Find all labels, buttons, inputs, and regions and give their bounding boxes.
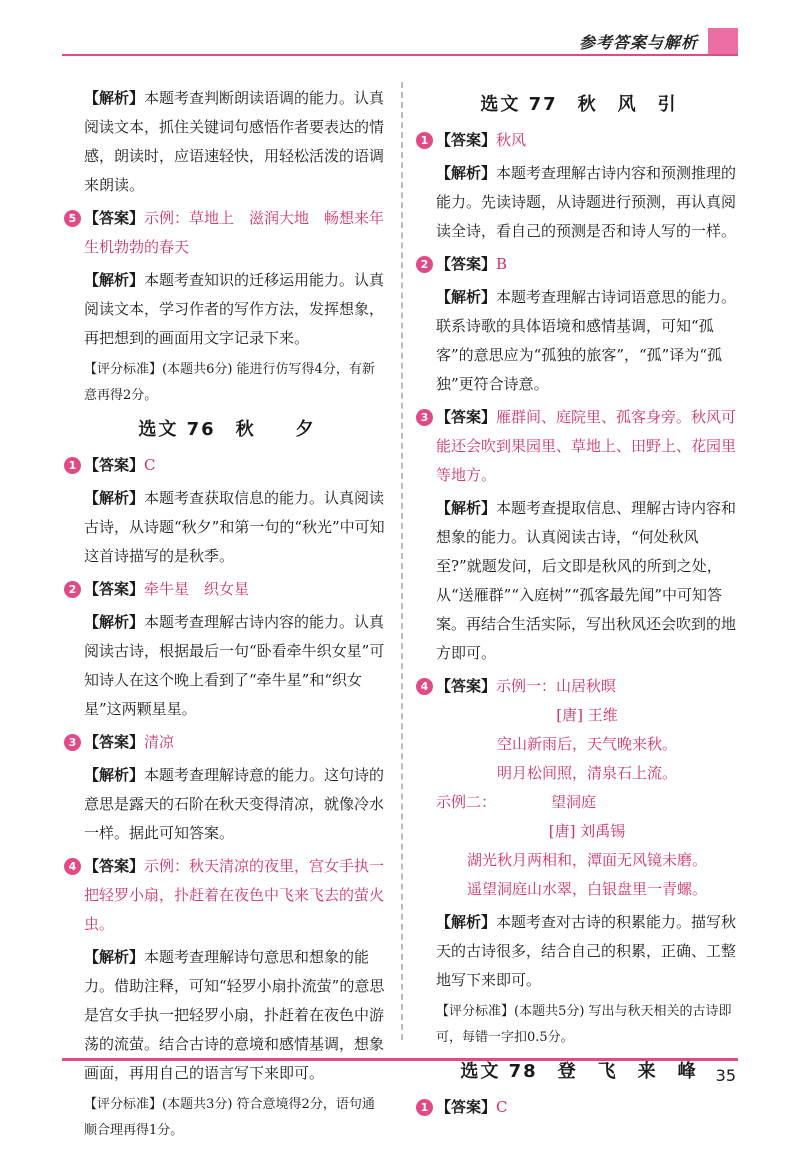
analysis-tag: 【解析】 (436, 164, 497, 182)
answer-text: B (496, 255, 508, 273)
analysis-text: 本题考查理解古诗内容和预测推理的能力。先读诗题，从诗题进行预测，再认真阅读全诗，看自己的预测是否和诗人写的一样。 (436, 164, 737, 240)
right-column (420, 84, 738, 1126)
answer-text: C (144, 456, 156, 474)
header-rule (62, 54, 738, 56)
example-1-line-1: 空山新雨后，天气晚来秋。 (496, 735, 677, 753)
s77-question-1 (420, 126, 738, 246)
question-number-badge: 3 (64, 734, 81, 751)
top-analysis (68, 84, 386, 200)
answer-text: C (496, 1098, 508, 1116)
scoring-standard: 【评分标准】(本题共3分) 符合意境得2分，语句通顺合理再得1分。 (84, 1097, 375, 1138)
answer-tag: 【答案】 (436, 408, 497, 426)
analysis-tag: 【解析】 (84, 766, 145, 784)
answer-tag: 【答案】 (436, 255, 497, 273)
page-number: 35 (715, 1066, 736, 1085)
question-number-badge: 2 (64, 581, 81, 598)
analysis-tag: 【解析】 (436, 913, 497, 931)
example-2-author: [唐] 刘禹锡 (548, 822, 626, 840)
answer-text: 秋风 (496, 131, 527, 149)
header-title: 参考答案与解析 (578, 33, 698, 52)
example-1-title: 山居秋暝 (556, 677, 617, 695)
s77-question-3 (420, 403, 738, 668)
analysis-tag: 【解析】 (84, 613, 145, 631)
answer-text: 示例：秋天清凉的夜里，宫女手执一把轻罗小扇，扑赶着在夜色中飞来飞去的萤火虫。 (84, 857, 385, 933)
analysis-text: 本题考查对古诗的积累能力。描写秋天的古诗很多，结合自己的积累，正确、工整地写下来即可。 (436, 913, 737, 989)
example-1-line-2: 明月松间照，清泉石上流。 (496, 764, 677, 782)
analysis-tag: 【解析】 (84, 489, 145, 507)
answer-text: 示例：草地上 滋润大地 畅想来年生机勃勃的春天 (84, 209, 385, 256)
answer-tag: 【答案】 (436, 1098, 497, 1116)
s76-question-1 (68, 451, 386, 571)
analysis-tag: 【解析】 (436, 499, 497, 517)
answer-tag: 【答案】 (84, 456, 145, 474)
column-divider (401, 82, 403, 1040)
question-number-badge: 4 (64, 858, 81, 875)
question-number-badge: 1 (416, 1099, 433, 1116)
analysis-text: 本题考查理解古诗内容的能力。认真阅读古诗，根据最后一句“卧看牵牛织女星”可知诗人在这个晚上看到了“牵牛星”和“织女星”这两颗星星。 (84, 613, 385, 718)
header-accent-block (708, 28, 738, 54)
example-2-line-1: 湖光秋月两相和，潭面无风镜未磨。 (466, 851, 707, 869)
question-number-badge: 3 (416, 409, 433, 426)
scoring-standard: 【评分标准】(本题共5分) 写出与秋天相关的古诗即可，每错一字扣0.5分。 (436, 1004, 732, 1045)
question-number-badge: 5 (64, 210, 81, 227)
section-77-title: 选文 77 秋 风 引 (480, 94, 678, 115)
question-5 (68, 204, 386, 409)
answer-tag: 【答案】 (84, 580, 145, 598)
section-76-title: 选文 76 秋 夕 (138, 419, 316, 440)
analysis-text: 本题考查理解诗句意思和想象的能力。借助注释，可知“轻罗小扇扑流萤”的意思是宫女手执一把轻罗小扇，扑赶着在夜色中游荡的流萤。结合古诗的意境和感情基调，想象画面，再用自己的语言写下来即可。 (84, 948, 385, 1082)
s76-question-3 (68, 728, 386, 848)
example-2-line-2: 遥望洞庭山水翠，白银盘里一青螺。 (466, 880, 707, 898)
analysis-text: 本题考查提取信息、理解古诗内容和想象的能力。认真阅读古诗，“何处秋风至?”就题发问，后文即是秋风的所到之处，从“送雁群”“入庭树”“孤客最先闻”中可知答案。再结合生活实际，写出秋风还会吹到的地方即可。 (436, 499, 737, 662)
example-2-label: 示例二： (436, 793, 497, 811)
question-number-badge: 1 (64, 457, 81, 474)
s77-question-4 (420, 672, 738, 1051)
example-2-title: 望洞庭 (551, 793, 597, 811)
analysis-text: 本题考查理解古诗词语意思的能力。联系诗歌的具体语境和感情基调，可知“孤客”的意思应为“孤独的旅客”，“孤”译为“孤独”更符合诗意。 (436, 288, 737, 393)
analysis-text: 本题考查理解诗意的能力。这句诗的意思是露天的石阶在秋天变得清凉，就像冷水一样。据此可知答案。 (84, 766, 385, 842)
answer-tag: 【答案】 (84, 209, 145, 227)
answer-tag: 【答案】 (436, 677, 497, 695)
question-number-badge: 2 (416, 256, 433, 273)
footer-rule (62, 1058, 738, 1061)
answer-text: 牵牛星 织女星 (144, 580, 250, 598)
question-number-badge: 1 (416, 132, 433, 149)
page-header (62, 28, 738, 58)
scoring-standard: 【评分标准】(本题共6分) 能进行仿写得4分，有新意再得2分。 (84, 362, 375, 403)
analysis-tag: 【解析】 (84, 271, 145, 289)
question-number-badge: 4 (416, 678, 433, 695)
left-column (68, 84, 386, 1150)
example-1-author: [唐] 王维 (556, 706, 618, 724)
example-1-label: 示例一： (496, 677, 557, 695)
analysis-tag: 【解析】 (84, 948, 145, 966)
analysis-tag: 【解析】 (436, 288, 497, 306)
analysis-text: 本题考查判断朗读语调的能力。认真阅读文本，抓住关键词句感悟作者要表达的情感，朗读时，应语速轻快，用轻松活泼的语调来朗读。 (84, 89, 385, 194)
answer-text: 清凉 (144, 733, 175, 751)
analysis-text: 本题考查知识的迁移运用能力。认真阅读文本，学习作者的写作方法，发挥想象，再把想到的画面用文字记录下来。 (84, 271, 385, 347)
answer-tag: 【答案】 (84, 733, 145, 751)
s76-question-4 (68, 852, 386, 1144)
answer-text: 雁群间、庭院里、孤客身旁。秋风可能还会吹到果园里、草地上、田野上、花园里等地方。 (436, 408, 737, 484)
s78-question-1 (420, 1093, 738, 1122)
section-78-title: 选文 78 登 飞 来 峰 (460, 1061, 698, 1082)
analysis-tag: 【解析】 (84, 89, 145, 107)
answer-tag: 【答案】 (84, 857, 145, 875)
s76-question-2 (68, 575, 386, 724)
analysis-text: 本题考查获取信息的能力。认真阅读古诗，从诗题“秋夕”和第一句的“秋光”中可知这首诗描写的是秋季。 (84, 489, 385, 565)
s77-question-2 (420, 250, 738, 399)
answer-tag: 【答案】 (436, 131, 497, 149)
